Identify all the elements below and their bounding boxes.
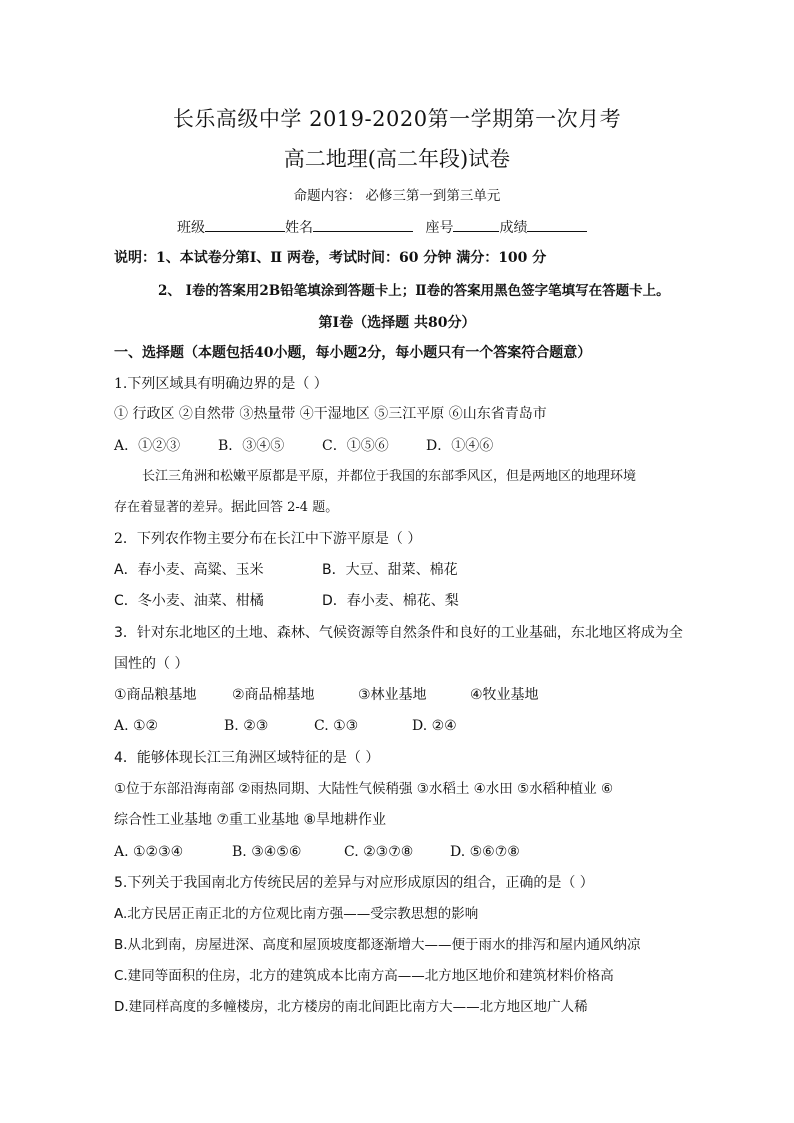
q4-option-c[interactable]: C. ②③⑦⑧ (344, 844, 414, 860)
exam-subtitle: 高二地理(高二年段)试卷 (283, 147, 511, 171)
instructions-line-1: 说明：1、本试卷分第Ⅰ、Ⅱ 两卷，考试时间：60 分钟 满分：100 分 (114, 250, 547, 266)
q1-stem: 1.下列区域具有明确边界的是（ ） (114, 376, 328, 392)
q4-items-line-2: 综合性工业基地 ⑦重工业基地 ⑧旱地耕作业 (114, 812, 387, 828)
seat-label: 座号 (425, 220, 454, 236)
q3-option-b[interactable]: B. ②③ (224, 718, 269, 734)
q1-option-d[interactable]: D．①④⑥ (426, 438, 494, 454)
q5-option-c[interactable]: C.建同等面积的住房，北方的建筑成本比南方高——北方地区地价和建筑材料价格高 (114, 968, 614, 984)
q5-stem: 5.下列关于我国南北方传统民居的差异与对应形成原因的组合，正确的是（ ） (114, 875, 594, 891)
q4-options (114, 843, 520, 861)
q3-option-c[interactable]: C. ①③ (314, 718, 359, 734)
q5-option-a[interactable]: A.北方民居正南正北的方位观比南方强——受宗教思想的影响 (114, 906, 479, 922)
name-blank[interactable] (313, 217, 413, 232)
q2-option-c[interactable]: C．冬小麦、油菜、柑橘 (114, 593, 264, 609)
content-scope: 命题内容： 必修三第一到第三单元 (293, 188, 501, 204)
student-info-row (177, 217, 587, 237)
q1-option-b[interactable]: B．③④⑤ (218, 438, 285, 454)
q3-options (114, 717, 457, 735)
section-heading: 第Ⅰ卷（选择题 共80分） (318, 315, 476, 331)
q1-option-a[interactable]: A．①②③ (114, 438, 181, 454)
class-label: 班级 (177, 220, 205, 236)
q5-option-b[interactable]: B.从北到南，房屋进深、高度和屋顶坡度都逐渐增大——便于雨水的排泻和屋内通风纳凉 (114, 937, 641, 953)
q2-options-row-2 (114, 592, 459, 610)
q2-options-row-1 (114, 561, 458, 579)
q4-items-line-1: ①位于东部沿海南部 ②雨热同期、大陆性气候稍强 ③水稻土 ④水田 ⑤水稻种植业 ⑥ (114, 781, 614, 797)
q3-item-2: ②商品棉基地 (232, 687, 315, 703)
q3-stem-line-2: 国性的（ ） (114, 656, 189, 672)
q3-item-3: ③林业基地 (358, 687, 427, 703)
q3-option-a[interactable]: A. ①② (114, 718, 159, 734)
q2-option-a[interactable]: A．春小麦、高粱、玉米 (114, 562, 264, 578)
q4-stem: 4．能够体现长江三角洲区域特征的是（ ） (114, 750, 380, 766)
passage-line-2: 存在着显著的差异。据此回答 2-4 题。 (114, 500, 339, 515)
q4-option-d[interactable]: D. ⑤⑥⑦⑧ (450, 844, 520, 860)
instructions-line-2: 2、 Ⅰ卷的答案用2B铅笔填涂到答题卡上；Ⅱ卷的答案用黑色签字笔填写在答题卡上。 (158, 283, 670, 299)
q3-option-d[interactable]: D. ②④ (412, 718, 457, 734)
class-blank[interactable] (205, 217, 285, 232)
q3-stem-line-1: 3．针对东北地区的土地、森林、气候资源等自然条件和良好的工业基础，东北地区将成为全 (114, 625, 683, 641)
score-blank[interactable] (527, 217, 587, 232)
q3-items (114, 686, 539, 704)
q5-option-d[interactable]: D.建同样高度的多幢楼房，北方楼房的南北间距比南方大——北方地区地广人稀 (114, 999, 588, 1015)
q2-option-b[interactable]: B．大豆、甜菜、棉花 (322, 562, 458, 578)
score-label: 成绩 (499, 220, 528, 236)
q2-stem: 2．下列农作物主要分布在长江中下游平原是（ ） (114, 531, 422, 547)
seat-blank[interactable] (453, 217, 499, 232)
q4-option-b[interactable]: B. ③④⑤⑥ (232, 844, 302, 860)
q1-options (114, 437, 493, 455)
q2-option-d[interactable]: D．春小麦、棉花、梨 (322, 593, 459, 609)
q4-option-a[interactable]: A. ①②③④ (114, 844, 184, 860)
passage-line-1: 长江三角洲和松嫩平原都是平原，并都位于我国的东部季风区，但是两地区的地理环境 (142, 469, 637, 484)
name-label: 姓名 (285, 220, 313, 236)
part-title: 一、选择题（本题包括40小题，每小题2分，每小题只有一个答案符合题意） (114, 345, 592, 361)
q3-item-4: ④牧业基地 (470, 687, 539, 703)
q3-item-1: ①商品粮基地 (114, 687, 197, 703)
exam-title: 长乐高级中学 2019-2020第一学期第一次月考 (172, 107, 622, 131)
q1-items: ① 行政区 ②自然带 ③热量带 ④干湿地区 ⑤三江平原 ⑥山东省青岛市 (114, 406, 547, 422)
q1-option-c[interactable]: C．①⑤⑥ (322, 438, 389, 454)
